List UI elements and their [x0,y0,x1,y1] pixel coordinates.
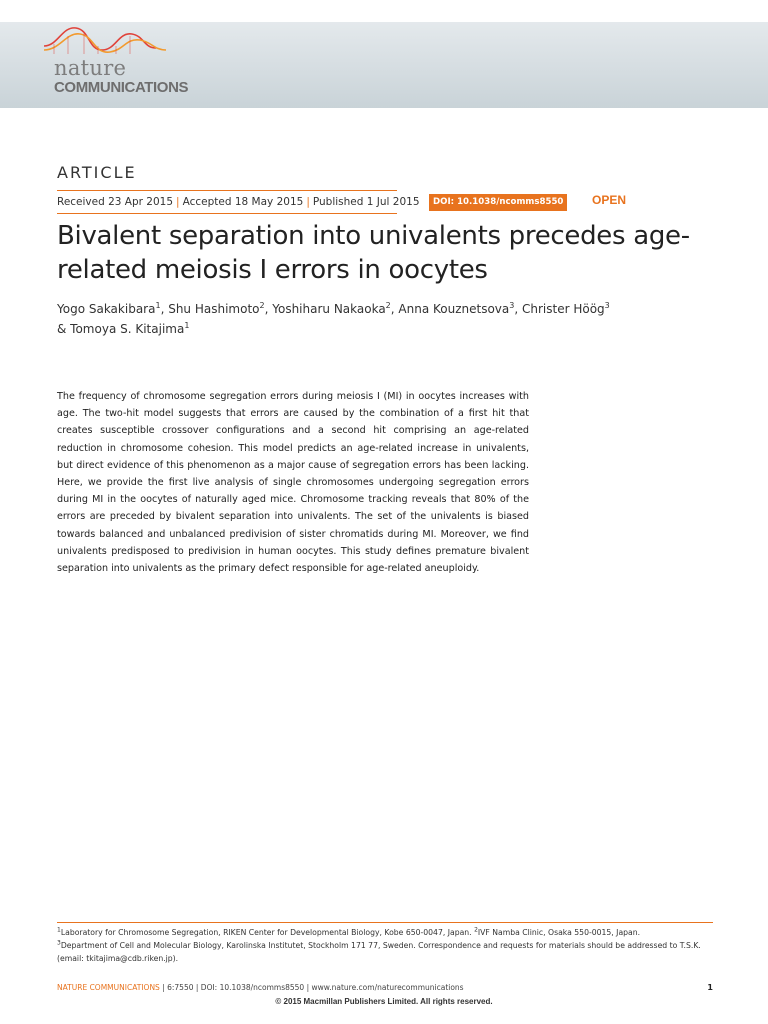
accepted-date: Accepted 18 May 2015 [182,196,304,208]
logo-wordmark: nature [54,56,127,80]
copyright-notice: © 2015 Macmillan Publishers Limited. All rights reserved. [275,997,493,1006]
author-affiliation-mark: 3 [604,301,610,310]
affiliation-1: Laboratory for Chromosome Segregation, RIKEN Center for Developmental Biology, Kobe 650-0047, Japan. [60,928,472,937]
author-affiliation-mark: 2 [385,301,391,310]
author-name[interactable]: Yoshiharu Nakaoka [272,302,386,316]
author-separator: , [514,302,522,316]
received-date: Received 23 Apr 2015 [57,196,174,208]
footer-journal-name[interactable]: NATURE COMMUNICATIONS [57,983,160,992]
author-name[interactable]: & Tomoya S. Kitajima [57,322,185,336]
logo-subtitle: COMMUNICATIONS [54,79,189,96]
meta-separator: | [306,196,310,208]
affiliation-2: IVF Namba Clinic, Osaka 550-0015, Japan. [477,928,641,937]
article-type-label: ARTICLE [57,163,137,182]
affiliation-number: 2 [474,926,478,934]
author-name[interactable]: Yogo Sakakibara [57,302,156,316]
affiliation-divider [57,922,713,923]
open-access-label: OPEN [592,193,627,207]
author-affiliation-mark: 1 [155,301,161,310]
doi-badge[interactable]: DOI: 10.1038/ncomms8550 [429,194,567,211]
affiliations [57,926,713,965]
author-separator: , [390,302,399,316]
published-date: Published 1 Jul 2015 [312,196,420,208]
affiliation-number: 1 [57,926,61,934]
publication-dates [57,190,420,214]
author-name[interactable]: Shu Hashimoto [168,302,260,316]
author-separator: , [160,302,169,316]
author-name[interactable]: Christer Höög [522,302,605,316]
affiliation-3: Department of Cell and Molecular Biology, Karolinska Institutet, Stockholm 171 77, Sweden. Correspondence and requests for materials should be addressed to T.S.K. (email: tkitajima@cdb.riken.jp). [57,941,701,963]
author-separator: , [264,302,273,316]
footer-citation[interactable]: | 6:7550 | DOI: 10.1038/ncomms8550 | www.nature.com/naturecommunications [162,983,464,992]
meta-separator: | [176,196,180,208]
author-affiliation-mark: 3 [509,301,515,310]
author-affiliation-mark: 1 [184,321,190,330]
page-number: 1 [707,983,713,992]
author-list [57,299,697,339]
affiliation-number: 3 [57,939,61,947]
nature-communications-logo[interactable] [40,20,240,100]
abstract: The frequency of chromosome segregation errors during meiosis I (MI) in oocytes increases with age. The two-hit model suggests that errors are caused by the combination of a first hit that creates susceptible crossover configurations and a second hit comprising an age-related reduction in chromosome cohesion. This model predicts an age-related increase in univalents, but direct evidence of this phenomenon as a major cause of segregation errors has been lacking. Here, we provide the first live analysis of single chromosomes undergoing segregation errors during MI in the oocytes of naturally aged mice. Chromosome tracking reveals that 80% of the errors are preceded by bivalent separation into univalents. The set of the univalents is biased towards balanced and unbalanced predivision of sister chromatids during MI. Moreover, we find univalents predisposed to predivision in human oocytes. This study defines premature bivalent separation into univalents as the primary defect responsible for age-related aneuploidy. [57,391,529,575]
article-title: Bivalent separation into univalents precedes age-related meiosis I errors in oocytes [57,221,690,285]
author-name[interactable]: Anna Kouznetsova [398,302,510,316]
author-affiliation-mark: 2 [259,301,265,310]
page-footer [57,982,713,994]
